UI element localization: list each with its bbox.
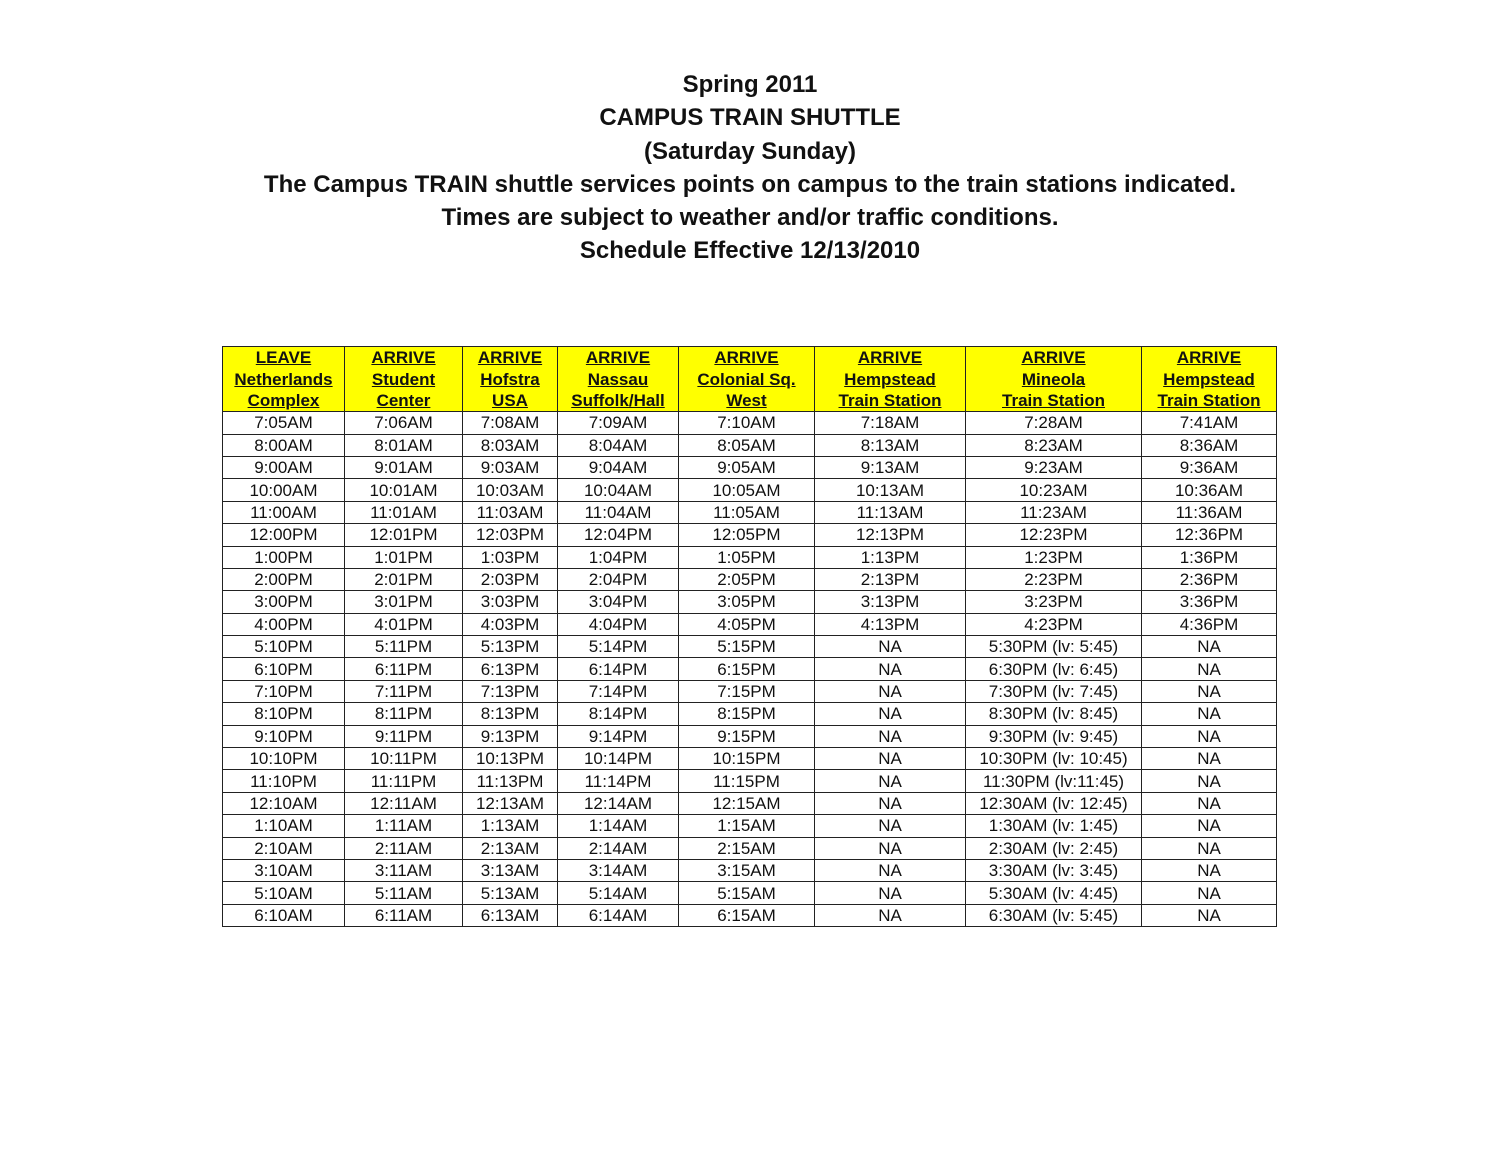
time-cell: 12:13AM	[463, 792, 558, 814]
column-header-cell: Hempstead	[815, 368, 966, 389]
time-cell: 11:00AM	[223, 501, 345, 523]
time-cell: 9:13AM	[815, 456, 966, 478]
time-cell: 3:14AM	[558, 859, 679, 881]
time-cell: NA	[1142, 882, 1277, 904]
table-row	[223, 479, 1277, 501]
time-cell: 2:14AM	[558, 837, 679, 859]
time-cell: 9:10PM	[223, 725, 345, 747]
time-cell: 6:14AM	[558, 904, 679, 926]
time-cell: 9:23AM	[966, 456, 1142, 478]
time-cell: 9:00AM	[223, 456, 345, 478]
time-cell: 1:00PM	[223, 546, 345, 568]
time-cell: 10:11PM	[345, 748, 463, 770]
column-header-cell: Mineola	[966, 368, 1142, 389]
time-cell: 11:13AM	[815, 501, 966, 523]
time-cell: 7:09AM	[558, 412, 679, 434]
time-cell: 7:08AM	[463, 412, 558, 434]
time-cell: 4:23PM	[966, 613, 1142, 635]
time-cell: 1:36PM	[1142, 546, 1277, 568]
time-cell: 2:05PM	[679, 568, 815, 590]
time-cell: 8:36AM	[1142, 434, 1277, 456]
time-cell: NA	[815, 792, 966, 814]
column-header-cell: LEAVE	[223, 347, 345, 369]
time-cell: NA	[1142, 680, 1277, 702]
time-cell: 3:03PM	[463, 591, 558, 613]
column-header-cell: Hempstead	[1142, 368, 1277, 389]
column-header-cell: ARRIVE	[558, 347, 679, 369]
time-cell: 5:15AM	[679, 882, 815, 904]
time-cell: 6:10AM	[223, 904, 345, 926]
time-cell: 2:13AM	[463, 837, 558, 859]
time-cell: 8:14PM	[558, 703, 679, 725]
time-cell: 11:03AM	[463, 501, 558, 523]
time-cell: 2:30AM (lv: 2:45)	[966, 837, 1142, 859]
table-row	[223, 725, 1277, 747]
time-cell: 7:10PM	[223, 680, 345, 702]
column-header-cell: Complex	[223, 390, 345, 412]
time-cell: 7:30PM (lv: 7:45)	[966, 680, 1142, 702]
time-cell: 6:30AM (lv: 5:45)	[966, 904, 1142, 926]
time-cell: 5:30PM (lv: 5:45)	[966, 636, 1142, 658]
table-row	[223, 658, 1277, 680]
column-header-cell: Student	[345, 368, 463, 389]
time-cell: 4:05PM	[679, 613, 815, 635]
time-cell: NA	[1142, 859, 1277, 881]
table-row	[223, 837, 1277, 859]
time-cell: 1:05PM	[679, 546, 815, 568]
column-header-cell: ARRIVE	[815, 347, 966, 369]
table-row	[223, 770, 1277, 792]
time-cell: 5:13AM	[463, 882, 558, 904]
time-cell: NA	[815, 859, 966, 881]
table-row	[223, 792, 1277, 814]
column-header-cell: ARRIVE	[679, 347, 815, 369]
time-cell: 12:14AM	[558, 792, 679, 814]
time-cell: 12:11AM	[345, 792, 463, 814]
header-row	[223, 347, 1277, 369]
time-cell: 1:04PM	[558, 546, 679, 568]
time-cell: 6:15AM	[679, 904, 815, 926]
time-cell: 2:36PM	[1142, 568, 1277, 590]
time-cell: 2:04PM	[558, 568, 679, 590]
time-cell: 4:03PM	[463, 613, 558, 635]
time-cell: 9:30PM (lv: 9:45)	[966, 725, 1142, 747]
time-cell: 9:13PM	[463, 725, 558, 747]
time-cell: 12:23PM	[966, 524, 1142, 546]
time-cell: 1:11AM	[345, 815, 463, 837]
time-cell: 10:03AM	[463, 479, 558, 501]
time-cell: 9:05AM	[679, 456, 815, 478]
time-cell: 5:13PM	[463, 636, 558, 658]
time-cell: 7:11PM	[345, 680, 463, 702]
time-cell: 11:10PM	[223, 770, 345, 792]
time-cell: 8:13AM	[815, 434, 966, 456]
time-cell: NA	[815, 636, 966, 658]
time-cell: 11:30PM (lv:11:45)	[966, 770, 1142, 792]
column-header-cell: Train Station	[966, 390, 1142, 412]
time-cell: NA	[1142, 770, 1277, 792]
time-cell: 2:10AM	[223, 837, 345, 859]
time-cell: NA	[1142, 815, 1277, 837]
time-cell: NA	[815, 815, 966, 837]
time-cell: 8:01AM	[345, 434, 463, 456]
table-row	[223, 434, 1277, 456]
time-cell: 6:11PM	[345, 658, 463, 680]
time-cell: 6:13PM	[463, 658, 558, 680]
time-cell: 7:10AM	[679, 412, 815, 434]
time-cell: 10:13PM	[463, 748, 558, 770]
time-cell: 2:01PM	[345, 568, 463, 590]
time-cell: 10:13AM	[815, 479, 966, 501]
time-cell: NA	[815, 725, 966, 747]
time-cell: 7:05AM	[223, 412, 345, 434]
column-header-cell: Colonial Sq.	[679, 368, 815, 389]
time-cell: 2:11AM	[345, 837, 463, 859]
time-cell: 1:13PM	[815, 546, 966, 568]
table-row	[223, 412, 1277, 434]
time-cell: 1:13AM	[463, 815, 558, 837]
column-header-cell: Nassau	[558, 368, 679, 389]
time-cell: 8:15PM	[679, 703, 815, 725]
time-cell: 9:03AM	[463, 456, 558, 478]
header-row	[223, 368, 1277, 389]
time-cell: 11:14PM	[558, 770, 679, 792]
time-cell: 1:03PM	[463, 546, 558, 568]
time-cell: 9:04AM	[558, 456, 679, 478]
column-header-cell: ARRIVE	[966, 347, 1142, 369]
title-description: The Campus TRAIN shuttle services points on campus to the train stations indicated.	[263, 170, 1237, 198]
time-cell: 1:01PM	[345, 546, 463, 568]
time-cell: NA	[1142, 837, 1277, 859]
time-cell: 7:28AM	[966, 412, 1142, 434]
time-cell: 2:23PM	[966, 568, 1142, 590]
time-cell: NA	[815, 703, 966, 725]
title-season: Spring 2011	[682, 71, 818, 98]
time-cell: 3:30AM (lv: 3:45)	[966, 859, 1142, 881]
time-cell: 9:11PM	[345, 725, 463, 747]
time-cell: 3:11AM	[345, 859, 463, 881]
time-cell: NA	[815, 658, 966, 680]
time-cell: NA	[1142, 792, 1277, 814]
time-cell: 8:04AM	[558, 434, 679, 456]
time-cell: 5:30AM (lv: 4:45)	[966, 882, 1142, 904]
table-row	[223, 456, 1277, 478]
time-cell: 5:10AM	[223, 882, 345, 904]
time-cell: 6:13AM	[463, 904, 558, 926]
time-cell: 12:00PM	[223, 524, 345, 546]
time-cell: 4:01PM	[345, 613, 463, 635]
column-header-cell: Center	[345, 390, 463, 412]
time-cell: 6:15PM	[679, 658, 815, 680]
time-cell: 1:14AM	[558, 815, 679, 837]
time-cell: 8:30PM (lv: 8:45)	[966, 703, 1142, 725]
table-row	[223, 815, 1277, 837]
time-cell: 10:23AM	[966, 479, 1142, 501]
time-cell: 5:15PM	[679, 636, 815, 658]
table-row	[223, 703, 1277, 725]
time-cell: 8:10PM	[223, 703, 345, 725]
time-cell: 12:13PM	[815, 524, 966, 546]
time-cell: 12:15AM	[679, 792, 815, 814]
time-cell: 11:23AM	[966, 501, 1142, 523]
time-cell: 9:01AM	[345, 456, 463, 478]
time-cell: 6:11AM	[345, 904, 463, 926]
time-cell: 4:04PM	[558, 613, 679, 635]
time-cell: 1:10AM	[223, 815, 345, 837]
time-cell: 10:10PM	[223, 748, 345, 770]
time-cell: 2:03PM	[463, 568, 558, 590]
time-cell: NA	[815, 837, 966, 859]
time-cell: 10:30PM (lv: 10:45)	[966, 748, 1142, 770]
column-header-cell: West	[679, 390, 815, 412]
column-header-cell: Train Station	[1142, 390, 1277, 412]
time-cell: 6:10PM	[223, 658, 345, 680]
time-cell: 5:14AM	[558, 882, 679, 904]
time-cell: 3:13AM	[463, 859, 558, 881]
title-service: CAMPUS TRAIN SHUTTLE	[599, 104, 901, 132]
time-cell: NA	[815, 748, 966, 770]
time-cell: 10:36AM	[1142, 479, 1277, 501]
table-row	[223, 613, 1277, 635]
time-cell: 8:11PM	[345, 703, 463, 725]
time-cell: 10:00AM	[223, 479, 345, 501]
column-header-cell: USA	[463, 390, 558, 412]
time-cell: 8:13PM	[463, 703, 558, 725]
table-row	[223, 568, 1277, 590]
time-cell: 12:30AM (lv: 12:45)	[966, 792, 1142, 814]
time-cell: 2:15AM	[679, 837, 815, 859]
table-row	[223, 546, 1277, 568]
time-cell: 12:04PM	[558, 524, 679, 546]
time-cell: 3:00PM	[223, 591, 345, 613]
time-cell: 2:00PM	[223, 568, 345, 590]
time-cell: 10:04AM	[558, 479, 679, 501]
schedule-table	[222, 346, 1277, 927]
time-cell: 10:01AM	[345, 479, 463, 501]
time-cell: 6:14PM	[558, 658, 679, 680]
time-cell: 7:13PM	[463, 680, 558, 702]
time-cell: NA	[815, 882, 966, 904]
time-cell: 7:06AM	[345, 412, 463, 434]
time-cell: NA	[815, 904, 966, 926]
time-cell: 3:36PM	[1142, 591, 1277, 613]
column-header-cell: ARRIVE	[463, 347, 558, 369]
column-header-cell: ARRIVE	[345, 347, 463, 369]
time-cell: 3:10AM	[223, 859, 345, 881]
time-cell: 8:05AM	[679, 434, 815, 456]
time-cell: 10:14PM	[558, 748, 679, 770]
time-cell: 3:05PM	[679, 591, 815, 613]
table-row	[223, 882, 1277, 904]
document-title-block	[0, 68, 1500, 268]
time-cell: 8:23AM	[966, 434, 1142, 456]
time-cell: 5:11AM	[345, 882, 463, 904]
time-cell: 12:10AM	[223, 792, 345, 814]
time-cell: 8:00AM	[223, 434, 345, 456]
time-cell: NA	[1142, 904, 1277, 926]
time-cell: 2:13PM	[815, 568, 966, 590]
time-cell: NA	[1142, 658, 1277, 680]
column-header-cell: ARRIVE	[1142, 347, 1277, 369]
time-cell: 1:23PM	[966, 546, 1142, 568]
column-header-cell: Suffolk/Hall	[558, 390, 679, 412]
time-cell: 5:11PM	[345, 636, 463, 658]
time-cell: 11:04AM	[558, 501, 679, 523]
time-cell: 11:13PM	[463, 770, 558, 792]
time-cell: 10:15PM	[679, 748, 815, 770]
title-days: (Saturday Sunday)	[643, 137, 857, 165]
time-cell: 9:14PM	[558, 725, 679, 747]
time-cell: 6:30PM (lv: 6:45)	[966, 658, 1142, 680]
time-cell: 1:15AM	[679, 815, 815, 837]
time-cell: 4:13PM	[815, 613, 966, 635]
time-cell: 3:23PM	[966, 591, 1142, 613]
time-cell: 11:05AM	[679, 501, 815, 523]
time-cell: NA	[815, 680, 966, 702]
time-cell: 12:36PM	[1142, 524, 1277, 546]
time-cell: 11:15PM	[679, 770, 815, 792]
time-cell: 12:03PM	[463, 524, 558, 546]
time-cell: 11:11PM	[345, 770, 463, 792]
time-cell: 11:01AM	[345, 501, 463, 523]
title-disclaimer: Times are subject to weather and/or traffic conditions.	[441, 204, 1059, 232]
time-cell: 5:14PM	[558, 636, 679, 658]
time-cell: 9:15PM	[679, 725, 815, 747]
column-header-cell: Train Station	[815, 390, 966, 412]
time-cell: 4:00PM	[223, 613, 345, 635]
time-cell: 9:36AM	[1142, 456, 1277, 478]
title-effective-date: Schedule Effective 12/13/2010	[579, 237, 921, 265]
time-cell: 3:15AM	[679, 859, 815, 881]
time-cell: NA	[1142, 748, 1277, 770]
table-row	[223, 591, 1277, 613]
time-cell: 5:10PM	[223, 636, 345, 658]
time-cell: 12:01PM	[345, 524, 463, 546]
time-cell: NA	[1142, 725, 1277, 747]
time-cell: 12:05PM	[679, 524, 815, 546]
time-cell: NA	[1142, 703, 1277, 725]
column-header-cell: Hofstra	[463, 368, 558, 389]
time-cell: 8:03AM	[463, 434, 558, 456]
time-cell: NA	[1142, 636, 1277, 658]
table-row	[223, 501, 1277, 523]
time-cell: 4:36PM	[1142, 613, 1277, 635]
time-cell: 7:15PM	[679, 680, 815, 702]
time-cell: 10:05AM	[679, 479, 815, 501]
time-cell: 7:14PM	[558, 680, 679, 702]
time-cell: 7:41AM	[1142, 412, 1277, 434]
time-cell: 3:13PM	[815, 591, 966, 613]
time-cell: 11:36AM	[1142, 501, 1277, 523]
time-cell: 1:30AM (lv: 1:45)	[966, 815, 1142, 837]
column-header-cell: Netherlands	[223, 368, 345, 389]
time-cell: 7:18AM	[815, 412, 966, 434]
table-row	[223, 524, 1277, 546]
table-row	[223, 748, 1277, 770]
time-cell: NA	[815, 770, 966, 792]
table-row	[223, 636, 1277, 658]
time-cell: 3:01PM	[345, 591, 463, 613]
table-row	[223, 859, 1277, 881]
table-row	[223, 680, 1277, 702]
header-row	[223, 390, 1277, 412]
table-row	[223, 904, 1277, 926]
time-cell: 3:04PM	[558, 591, 679, 613]
